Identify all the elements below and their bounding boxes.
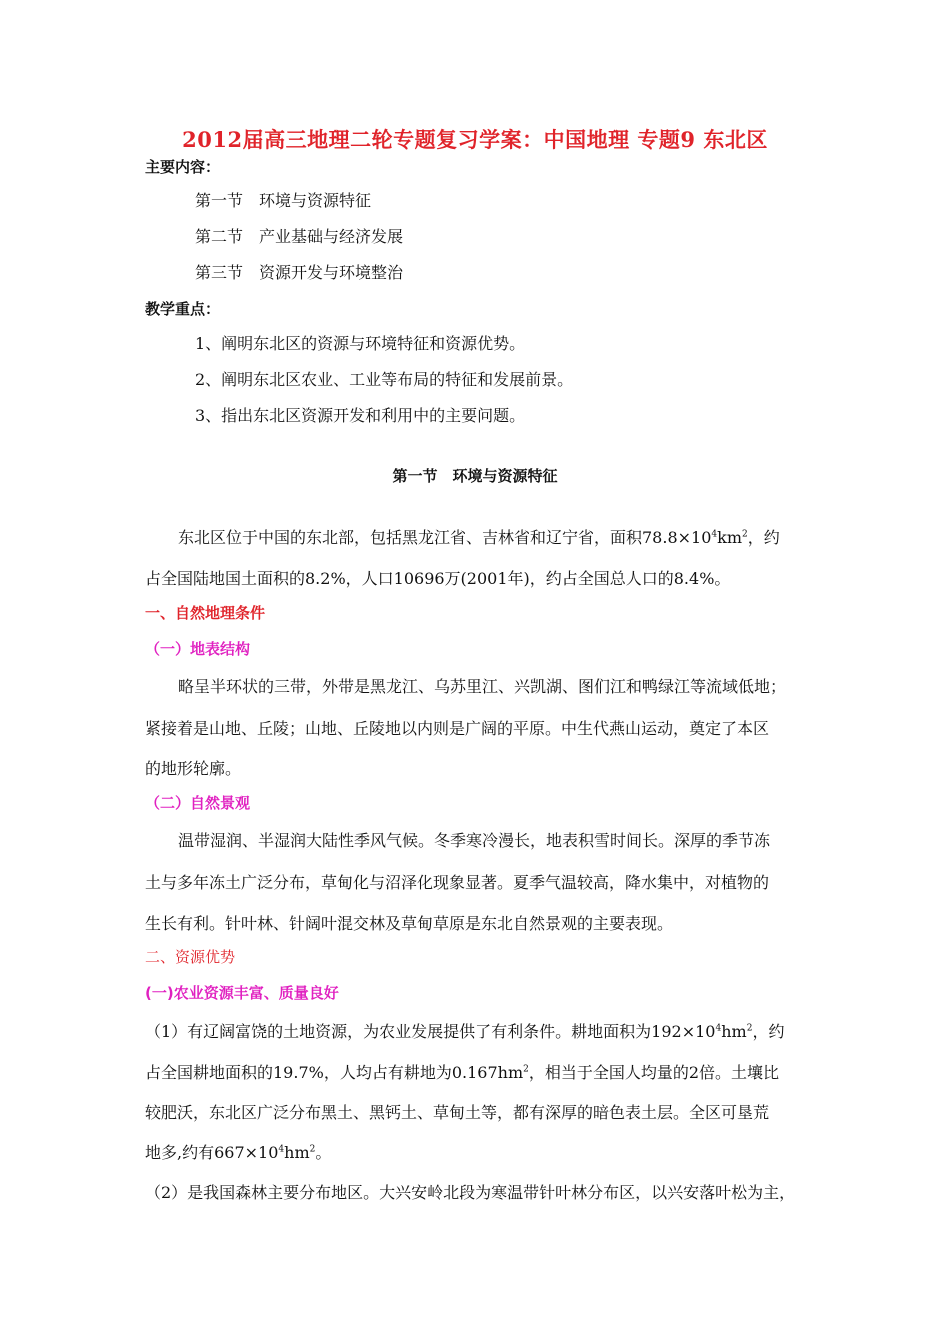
- teaching-focus-item: 2、阐明东北区农业、工业等布局的特征和发展前景。: [195, 370, 574, 389]
- intro-line: 东北区位于中国的东北部，包括黑龙江省、吉林省和辽宁省，面积$78.8\times 10^4km^2$，约: [178, 528, 780, 547]
- heading-resource-advantages: 二、资源优势: [145, 948, 236, 966]
- document-title: 2012届高三地理二轮专题复习学案：中国地理 专题9 东北区: [182, 127, 768, 152]
- surface-line: 略呈半环状的三带，外带是黑龙江、乌苏里江、兴凯湖、图们江和鸭绿江等流域低地；: [178, 677, 787, 696]
- landscape-line: 土与多年冻土广泛分布，草甸化与沼泽化现象显著。夏季气温较高，降水集中，对植物的: [145, 873, 770, 892]
- section-title: 第一节 环境与资源特征: [392, 467, 558, 485]
- intro-line: 占全国陆地国土面积的8.2%，人口10696万(2001年)，约占全国总人口的8.4%。: [145, 569, 731, 588]
- landscape-line: 生长有利。针叶林、针阔叶混交林及草甸草原是东北自然景观的主要表现。: [145, 914, 674, 933]
- heading-surface-structure: （一）地表结构: [145, 640, 251, 658]
- main-content-item: 第二节 产业基础与经济发展: [195, 227, 404, 246]
- heading-natural-landscape: （二）自然景观: [145, 794, 251, 812]
- main-content-item: 第三节 资源开发与环境整治: [195, 263, 404, 282]
- main-content-heading: 主要内容：: [145, 158, 221, 176]
- agri-line: （1）有辽阔富饶的土地资源，为农业发展提供了有利条件。耕地面积为$192\times 10^4hm^2$，约: [145, 1022, 785, 1041]
- heading-natural-conditions: 一、自然地理条件: [145, 604, 266, 622]
- agri-line: 较肥沃，东北区广泛分布黑土、黑钙土、草甸土等，都有深厚的暗色表土层。全区可垦荒: [145, 1103, 770, 1122]
- agri-line: （2）是我国森林主要分布地区。大兴安岭北段为寒温带针叶林分布区，以兴安落叶松为主，: [145, 1183, 796, 1202]
- teaching-focus-item: 3、指出东北区资源开发和利用中的主要问题。: [195, 406, 526, 425]
- surface-line: 紧接着是山地、丘陵；山地、丘陵地以内则是广阔的平原。中生代燕山运动，奠定了本区: [145, 719, 770, 738]
- teaching-focus-item: 1、阐明东北区的资源与环境特征和资源优势。: [195, 334, 526, 353]
- surface-line: 的地形轮廓。: [145, 759, 242, 778]
- agri-line: 占全国耕地面积的19.7%，人均占有耕地为$0.167hm^2$，相当于全国人均量的2倍。土壤比: [145, 1063, 780, 1082]
- heading-agricultural-resources: (一)农业资源丰富、质量良好: [145, 984, 339, 1002]
- landscape-line: 温带湿润、半湿润大陆性季风气候。冬季寒冷漫长，地表积雪时间长。深厚的季节冻: [178, 831, 771, 850]
- teaching-focus-heading: 教学重点：: [145, 300, 221, 318]
- agri-line: 地多,约有$667\times 10^4hm^2$。: [145, 1143, 332, 1162]
- main-content-item: 第一节 环境与资源特征: [195, 191, 372, 210]
